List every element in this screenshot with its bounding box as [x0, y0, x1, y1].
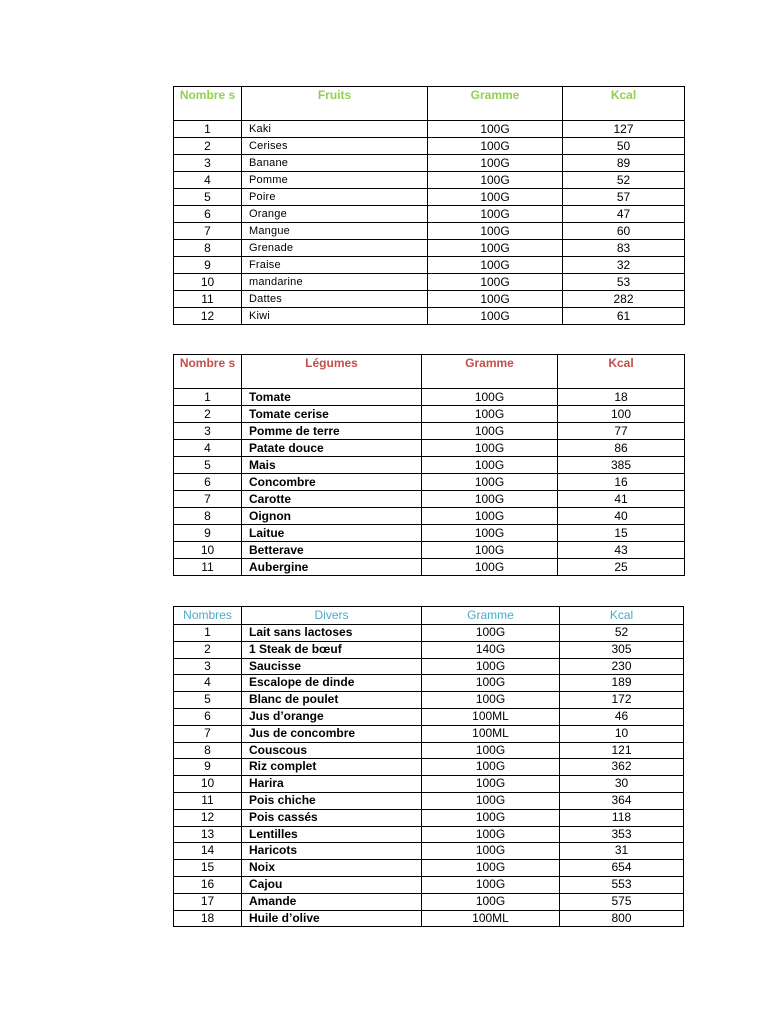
table-row — [174, 121, 685, 138]
table-row — [174, 274, 685, 291]
item-name-cell: Betterave — [242, 542, 422, 559]
kcal-cell: 30 — [560, 776, 684, 793]
item-name-cell: Amande — [242, 893, 422, 910]
kcal-cell: 40 — [558, 508, 685, 525]
row-number-cell: 6 — [174, 474, 242, 491]
row-number-cell: 1 — [174, 389, 242, 406]
item-name-cell: Grenade — [242, 240, 428, 257]
item-name-cell: Lentilles — [242, 826, 422, 843]
item-name-cell: Orange — [242, 206, 428, 223]
item-name-cell: Mangue — [242, 223, 428, 240]
gramme-cell: 100ML — [422, 725, 560, 742]
kcal-cell: 305 — [560, 641, 684, 658]
item-name-cell: Harira — [242, 776, 422, 793]
gramme-cell: 100G — [422, 389, 558, 406]
gramme-cell: 100G — [428, 308, 563, 325]
gramme-cell: 100G — [422, 759, 560, 776]
kcal-cell: 654 — [560, 860, 684, 877]
item-name-cell: Haricots — [242, 843, 422, 860]
item-name-cell: Concombre — [242, 474, 422, 491]
header-nombres: Nombre s — [174, 355, 242, 389]
table-header-row — [174, 355, 685, 389]
gramme-cell: 100G — [422, 457, 558, 474]
item-name-cell: Fraise — [242, 257, 428, 274]
kcal-cell: 60 — [563, 223, 685, 240]
gramme-cell: 100G — [422, 625, 560, 642]
gramme-cell: 100G — [428, 223, 563, 240]
table-row — [174, 692, 684, 709]
row-number-cell: 7 — [174, 725, 242, 742]
table-row — [174, 725, 684, 742]
item-name-cell: Dattes — [242, 291, 428, 308]
kcal-cell: 61 — [563, 308, 685, 325]
gramme-cell: 100G — [422, 491, 558, 508]
divers-table — [173, 606, 684, 927]
header-kcal: Kcal — [560, 607, 684, 625]
table-row — [174, 559, 685, 576]
header-gramme: Gramme — [422, 607, 560, 625]
table-row — [174, 625, 684, 642]
gramme-cell: 100G — [422, 893, 560, 910]
gramme-cell: 100G — [428, 138, 563, 155]
row-number-cell: 5 — [174, 457, 242, 474]
kcal-cell: 50 — [563, 138, 685, 155]
gramme-cell: 100G — [428, 121, 563, 138]
kcal-cell: 25 — [558, 559, 685, 576]
gramme-cell: 100G — [428, 172, 563, 189]
gramme-cell: 100G — [428, 155, 563, 172]
kcal-cell: 31 — [560, 843, 684, 860]
row-number-cell: 10 — [174, 542, 242, 559]
table-row — [174, 876, 684, 893]
row-number-cell: 11 — [174, 792, 242, 809]
row-number-cell: 15 — [174, 860, 242, 877]
row-number-cell: 2 — [174, 406, 242, 423]
kcal-cell: 89 — [563, 155, 685, 172]
kcal-cell: 800 — [560, 910, 684, 927]
gramme-cell: 100G — [428, 291, 563, 308]
item-name-cell: Pois cassés — [242, 809, 422, 826]
kcal-cell: 364 — [560, 792, 684, 809]
item-name-cell: Laitue — [242, 525, 422, 542]
gramme-cell: 100G — [422, 876, 560, 893]
gramme-cell: 100G — [422, 406, 558, 423]
row-number-cell: 4 — [174, 172, 242, 189]
table-row — [174, 893, 684, 910]
table-row — [174, 641, 684, 658]
table-row — [174, 423, 685, 440]
table-row — [174, 155, 685, 172]
row-number-cell: 3 — [174, 658, 242, 675]
row-number-cell: 7 — [174, 491, 242, 508]
kcal-cell: 43 — [558, 542, 685, 559]
gramme-cell: 100G — [422, 423, 558, 440]
row-number-cell: 11 — [174, 291, 242, 308]
row-number-cell: 13 — [174, 826, 242, 843]
item-name-cell: Jus de concombre — [242, 725, 422, 742]
header-gramme: Gramme — [428, 87, 563, 121]
kcal-cell: 47 — [563, 206, 685, 223]
gramme-cell: 100ML — [422, 910, 560, 927]
kcal-cell: 189 — [560, 675, 684, 692]
row-number-cell: 10 — [174, 776, 242, 793]
gramme-cell: 100G — [422, 525, 558, 542]
kcal-cell: 127 — [563, 121, 685, 138]
kcal-cell: 52 — [563, 172, 685, 189]
row-number-cell: 8 — [174, 508, 242, 525]
item-name-cell: Blanc de poulet — [242, 692, 422, 709]
item-name-cell: Escalope de dinde — [242, 675, 422, 692]
kcal-cell: 118 — [560, 809, 684, 826]
table-row — [174, 457, 685, 474]
table-row — [174, 291, 685, 308]
row-number-cell: 16 — [174, 876, 242, 893]
row-number-cell: 6 — [174, 708, 242, 725]
row-number-cell: 12 — [174, 308, 242, 325]
table-row — [174, 189, 685, 206]
kcal-cell: 385 — [558, 457, 685, 474]
kcal-cell: 57 — [563, 189, 685, 206]
row-number-cell: 1 — [174, 625, 242, 642]
fruits-table — [173, 86, 685, 325]
item-name-cell: Riz complet — [242, 759, 422, 776]
item-name-cell: Carotte — [242, 491, 422, 508]
header-fruits: Fruits — [242, 87, 428, 121]
item-name-cell: Cerises — [242, 138, 428, 155]
gramme-cell: 100G — [422, 474, 558, 491]
table-row — [174, 508, 685, 525]
item-name-cell: Pois chiche — [242, 792, 422, 809]
kcal-cell: 46 — [560, 708, 684, 725]
row-number-cell: 8 — [174, 240, 242, 257]
item-name-cell: Noix — [242, 860, 422, 877]
table-row — [174, 491, 685, 508]
kcal-cell: 172 — [560, 692, 684, 709]
header-kcal: Kcal — [563, 87, 685, 121]
kcal-cell: 121 — [560, 742, 684, 759]
table-header-row — [174, 87, 685, 121]
row-number-cell: 9 — [174, 759, 242, 776]
kcal-cell: 18 — [558, 389, 685, 406]
kcal-cell: 16 — [558, 474, 685, 491]
gramme-cell: 100G — [422, 776, 560, 793]
item-name-cell: Tomate cerise — [242, 406, 422, 423]
kcal-cell: 32 — [563, 257, 685, 274]
gramme-cell: 100G — [422, 826, 560, 843]
item-name-cell: Couscous — [242, 742, 422, 759]
gramme-cell: 100G — [422, 542, 558, 559]
gramme-cell: 100G — [428, 189, 563, 206]
item-name-cell: 1 Steak de bœuf — [242, 641, 422, 658]
kcal-cell: 83 — [563, 240, 685, 257]
kcal-cell: 353 — [560, 826, 684, 843]
item-name-cell: Banane — [242, 155, 428, 172]
kcal-cell: 10 — [560, 725, 684, 742]
table-row — [174, 525, 685, 542]
row-number-cell: 3 — [174, 423, 242, 440]
item-name-cell: Pomme de terre — [242, 423, 422, 440]
header-nombres: Nombres — [174, 607, 242, 625]
table-row — [174, 440, 685, 457]
table-row — [174, 843, 684, 860]
gramme-cell: 100G — [422, 843, 560, 860]
item-name-cell: Patate douce — [242, 440, 422, 457]
table-row — [174, 776, 684, 793]
kcal-cell: 575 — [560, 893, 684, 910]
table-row — [174, 308, 685, 325]
item-name-cell: Jus d’orange — [242, 708, 422, 725]
row-number-cell: 4 — [174, 440, 242, 457]
table-row — [174, 240, 685, 257]
item-name-cell: Tomate — [242, 389, 422, 406]
kcal-cell: 53 — [563, 274, 685, 291]
item-name-cell: mandarine — [242, 274, 428, 291]
kcal-cell: 41 — [558, 491, 685, 508]
row-number-cell: 10 — [174, 274, 242, 291]
item-name-cell: Kiwi — [242, 308, 428, 325]
row-number-cell: 2 — [174, 138, 242, 155]
row-number-cell: 2 — [174, 641, 242, 658]
kcal-cell: 362 — [560, 759, 684, 776]
row-number-cell: 18 — [174, 910, 242, 927]
kcal-cell: 15 — [558, 525, 685, 542]
item-name-cell: Mais — [242, 457, 422, 474]
row-number-cell: 14 — [174, 843, 242, 860]
item-name-cell: Pomme — [242, 172, 428, 189]
gramme-cell: 100G — [422, 860, 560, 877]
table-row — [174, 389, 685, 406]
table-row — [174, 542, 685, 559]
gramme-cell: 100G — [422, 692, 560, 709]
table-row — [174, 826, 684, 843]
gramme-cell: 100G — [422, 508, 558, 525]
row-number-cell: 12 — [174, 809, 242, 826]
kcal-cell: 52 — [560, 625, 684, 642]
table-row — [174, 474, 685, 491]
header-nombres: Nombre s — [174, 87, 242, 121]
row-number-cell: 11 — [174, 559, 242, 576]
item-name-cell: Huile d’olive — [242, 910, 422, 927]
table-row — [174, 742, 684, 759]
gramme-cell: 100G — [422, 440, 558, 457]
table-row — [174, 910, 684, 927]
item-name-cell: Aubergine — [242, 559, 422, 576]
table-row — [174, 138, 685, 155]
kcal-cell: 553 — [560, 876, 684, 893]
table-row — [174, 759, 684, 776]
item-name-cell: Cajou — [242, 876, 422, 893]
table-row — [174, 675, 684, 692]
row-number-cell: 9 — [174, 257, 242, 274]
legumes-table — [173, 354, 685, 576]
item-name-cell: Poire — [242, 189, 428, 206]
gramme-cell: 100G — [422, 675, 560, 692]
row-number-cell: 5 — [174, 189, 242, 206]
kcal-cell: 282 — [563, 291, 685, 308]
row-number-cell: 3 — [174, 155, 242, 172]
item-name-cell: Kaki — [242, 121, 428, 138]
table-row — [174, 809, 684, 826]
header-kcal: Kcal — [558, 355, 685, 389]
row-number-cell: 9 — [174, 525, 242, 542]
kcal-cell: 100 — [558, 406, 685, 423]
gramme-cell: 100G — [428, 257, 563, 274]
gramme-cell: 140G — [422, 641, 560, 658]
table-row — [174, 206, 685, 223]
kcal-cell: 77 — [558, 423, 685, 440]
table-row — [174, 708, 684, 725]
item-name-cell: Oignon — [242, 508, 422, 525]
row-number-cell: 17 — [174, 893, 242, 910]
table-header-row — [174, 607, 684, 625]
table-row — [174, 658, 684, 675]
gramme-cell: 100G — [422, 658, 560, 675]
row-number-cell: 8 — [174, 742, 242, 759]
gramme-cell: 100G — [422, 559, 558, 576]
gramme-cell: 100G — [422, 792, 560, 809]
gramme-cell: 100ML — [422, 708, 560, 725]
header-legumes: Légumes — [242, 355, 422, 389]
item-name-cell: Lait sans lactoses — [242, 625, 422, 642]
table-row — [174, 860, 684, 877]
gramme-cell: 100G — [428, 274, 563, 291]
gramme-cell: 100G — [422, 742, 560, 759]
row-number-cell: 6 — [174, 206, 242, 223]
gramme-cell: 100G — [422, 809, 560, 826]
table-row — [174, 172, 685, 189]
gramme-cell: 100G — [428, 206, 563, 223]
header-divers: Divers — [242, 607, 422, 625]
table-row — [174, 257, 685, 274]
table-row — [174, 223, 685, 240]
table-row — [174, 792, 684, 809]
kcal-cell: 86 — [558, 440, 685, 457]
table-row — [174, 406, 685, 423]
item-name-cell: Saucisse — [242, 658, 422, 675]
row-number-cell: 5 — [174, 692, 242, 709]
row-number-cell: 7 — [174, 223, 242, 240]
row-number-cell: 1 — [174, 121, 242, 138]
row-number-cell: 4 — [174, 675, 242, 692]
kcal-cell: 230 — [560, 658, 684, 675]
header-gramme: Gramme — [422, 355, 558, 389]
gramme-cell: 100G — [428, 240, 563, 257]
